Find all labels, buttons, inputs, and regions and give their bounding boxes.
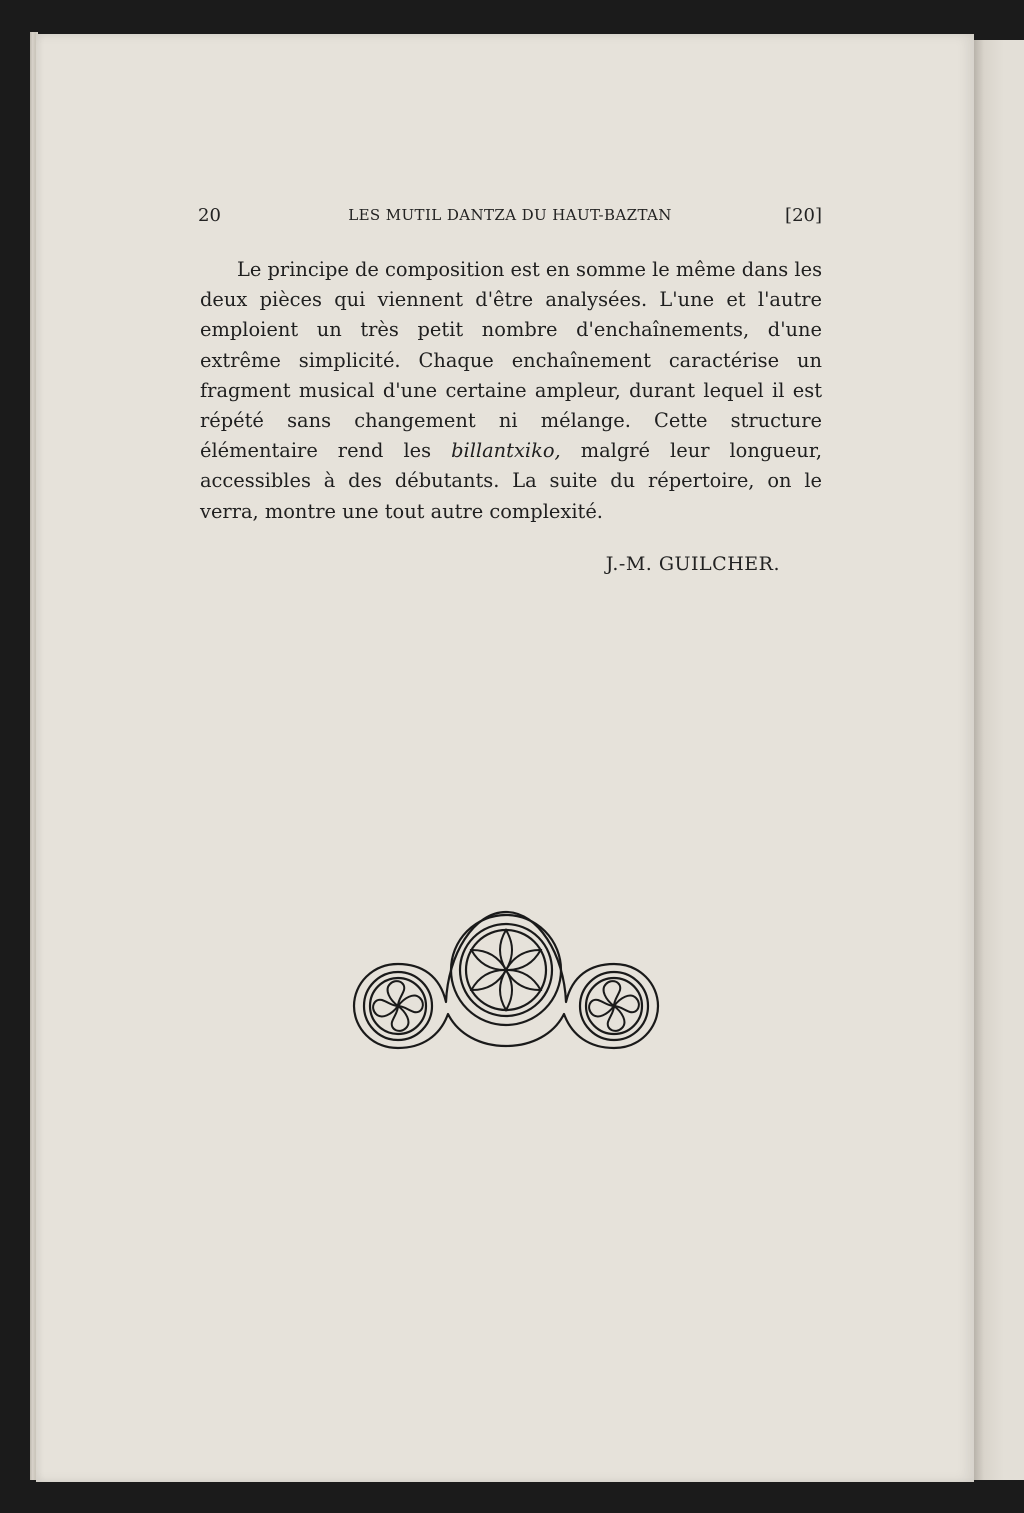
running-head bbox=[198, 205, 822, 231]
basque-ornament-icon bbox=[350, 906, 662, 1056]
italic-term: billantxiko, bbox=[451, 439, 561, 463]
paragraph-text-part-1: Le principe de composition est en somme le même dans les deux pièces qui viennent d'être analysées. L'une et l'autre emploient un très petit nombre d'enchaînements, d'une extrême simplicité. Chaque enchaînement caractérise un fragment musical d'une certaine ampleur, durant lequel il est répété sans changement ni mélange. Cette structure élémentaire rend les bbox=[200, 258, 823, 463]
paragraph-text bbox=[200, 255, 822, 527]
author-signature: J.-M. GUILCHER. bbox=[605, 553, 780, 575]
rosette-icon bbox=[468, 930, 543, 1010]
running-title: LES MUTIL DANTZA DU HAUT-BAZTAN bbox=[348, 206, 672, 224]
book-page bbox=[36, 34, 974, 1482]
body-paragraph bbox=[200, 255, 822, 527]
facing-page-edge bbox=[974, 40, 1024, 1480]
right-lauburu-icon bbox=[589, 981, 639, 1031]
left-lauburu-icon bbox=[373, 981, 423, 1031]
page-number-bracketed: [20] bbox=[785, 205, 822, 226]
page-number: 20 bbox=[198, 205, 221, 226]
paragraph-text-part-2: malgré leur longueur, accessibles à des débutants. La suite du répertoire, on le verra, montre une tout autre complexité. bbox=[200, 439, 822, 523]
